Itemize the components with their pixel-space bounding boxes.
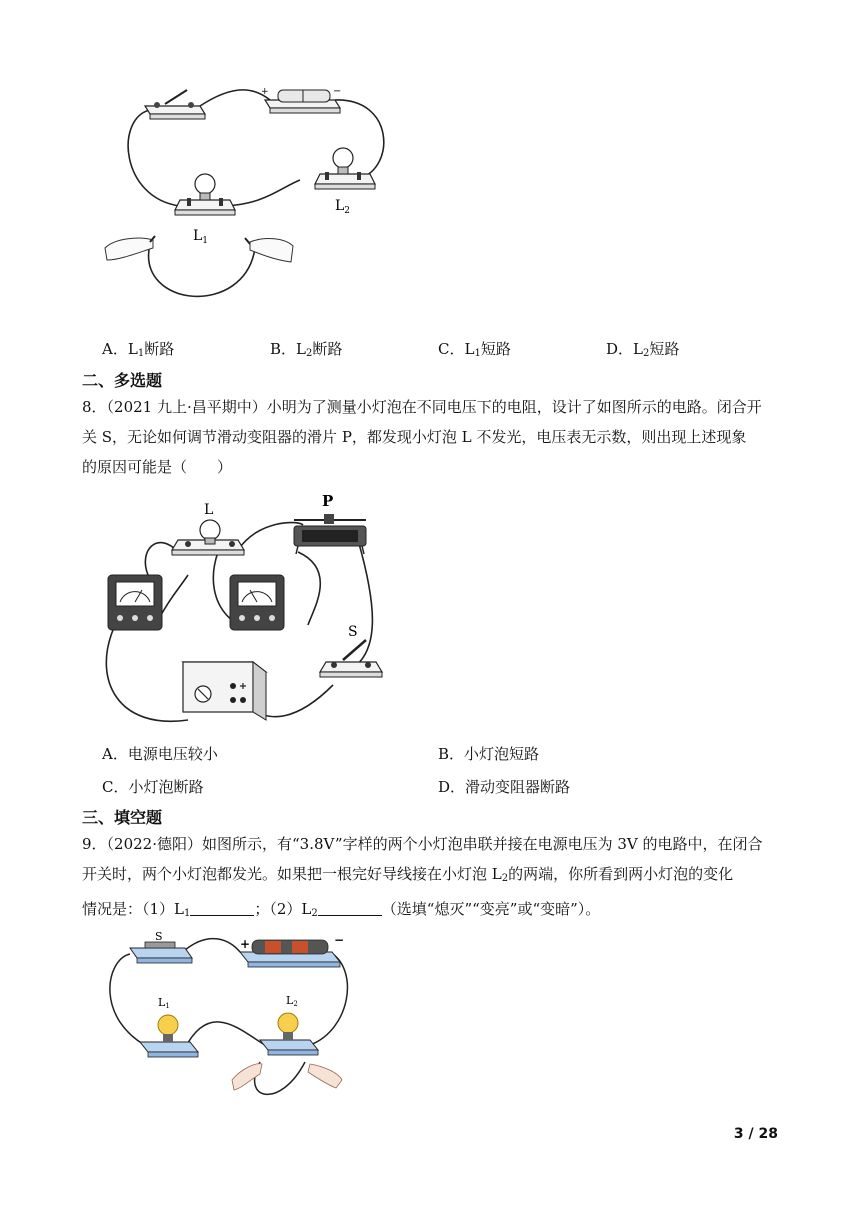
bulb-l-icon (172, 520, 244, 555)
battery-icon (240, 933, 344, 967)
q8-option-c[interactable]: C．小灯泡断路 (102, 778, 204, 796)
q8-circuit-figure (98, 490, 388, 735)
battery-minus-label: − (334, 933, 345, 947)
power-supply-icon (183, 662, 266, 720)
battery-minus-label: − (333, 86, 342, 97)
q9-circuit-figure (100, 930, 360, 1115)
label-l: L (204, 502, 214, 518)
label-s: S (155, 930, 163, 943)
q7-option-c[interactable]: C．$L_1$短路 (438, 340, 511, 359)
bulb-l1-icon (175, 174, 235, 215)
q9-number: 9． (82, 835, 107, 853)
section-heading-fill-in: 三、填空题 (82, 808, 163, 827)
left-hand-icon (105, 236, 155, 260)
answer-blank-l1[interactable] (190, 901, 254, 916)
left-hand-icon (232, 1064, 262, 1090)
q8-option-a[interactable]: A．电源电压较小 (102, 745, 218, 763)
switch-icon (145, 90, 205, 119)
q7-circuit-figure (95, 78, 405, 333)
q7-option-a[interactable]: A．$L_1$断路 (102, 340, 175, 359)
q9-source: （2022·德阳） (106, 835, 202, 853)
q7-option-b[interactable]: B．$L_2$断路 (270, 340, 343, 359)
q7-option-d[interactable]: D．$L_2$短路 (606, 340, 680, 359)
label-l1: $L_1$ (193, 228, 209, 246)
label-l2: L2 (286, 994, 298, 1008)
q9-stem: 9．（2022·德阳）如图所示，有“3.8V”字样的两个小灯泡串联并接在电源电压为 3V 的电路中，在闭合 开关时，两个小灯泡都发光。如果把一根完好导线接在小灯泡 $L_2$的两端，你所看到两小灯泡的变化 情况是：$(1)L_1$ ；$(2)L_2$ （选填“熄灭”“变亮”或“变暗”）。 (82, 835, 763, 919)
bulb-l1-icon (140, 1015, 198, 1057)
battery-plus-label: + (261, 87, 269, 97)
label-l2: $L_2$ (335, 198, 351, 216)
battery-plus-label: + (240, 937, 251, 951)
answer-blank-l2[interactable] (318, 901, 382, 916)
q8-source: （2021 九上·昌平期中） (106, 398, 267, 416)
section-heading-multiple-choice: 二、多选题 (82, 371, 163, 390)
q8-number: 8． (82, 398, 107, 416)
q8-stem: 8．（2021 九上·昌平期中）小明为了测量小灯泡在不同电压下的电阻，设计了如图所示的电路。闭合开 关 S，无论如何调节滑动变阻器的滑片 P，都发现小灯泡 L 不发光，电压表无示数，则出现上述现象 的原因可能是（ ） (82, 398, 762, 476)
label-s: S (348, 624, 358, 640)
bulb-l2-icon (260, 1013, 318, 1055)
switch-icon (130, 942, 192, 963)
bulb-l2-icon (315, 148, 375, 189)
right-hand-icon (308, 1064, 342, 1088)
q8-option-d[interactable]: D．滑动变阻器断路 (438, 778, 571, 796)
switch-s-icon (320, 640, 382, 677)
q8-option-b[interactable]: B．小灯泡短路 (438, 745, 540, 763)
ammeter-icon (108, 575, 162, 630)
label-l1: L1 (158, 996, 170, 1010)
rheostat-icon (294, 514, 366, 554)
battery-icon (261, 86, 341, 113)
page-number: 3 / 28 (733, 1126, 778, 1142)
voltmeter-icon (230, 575, 284, 630)
label-p: P (322, 492, 334, 510)
